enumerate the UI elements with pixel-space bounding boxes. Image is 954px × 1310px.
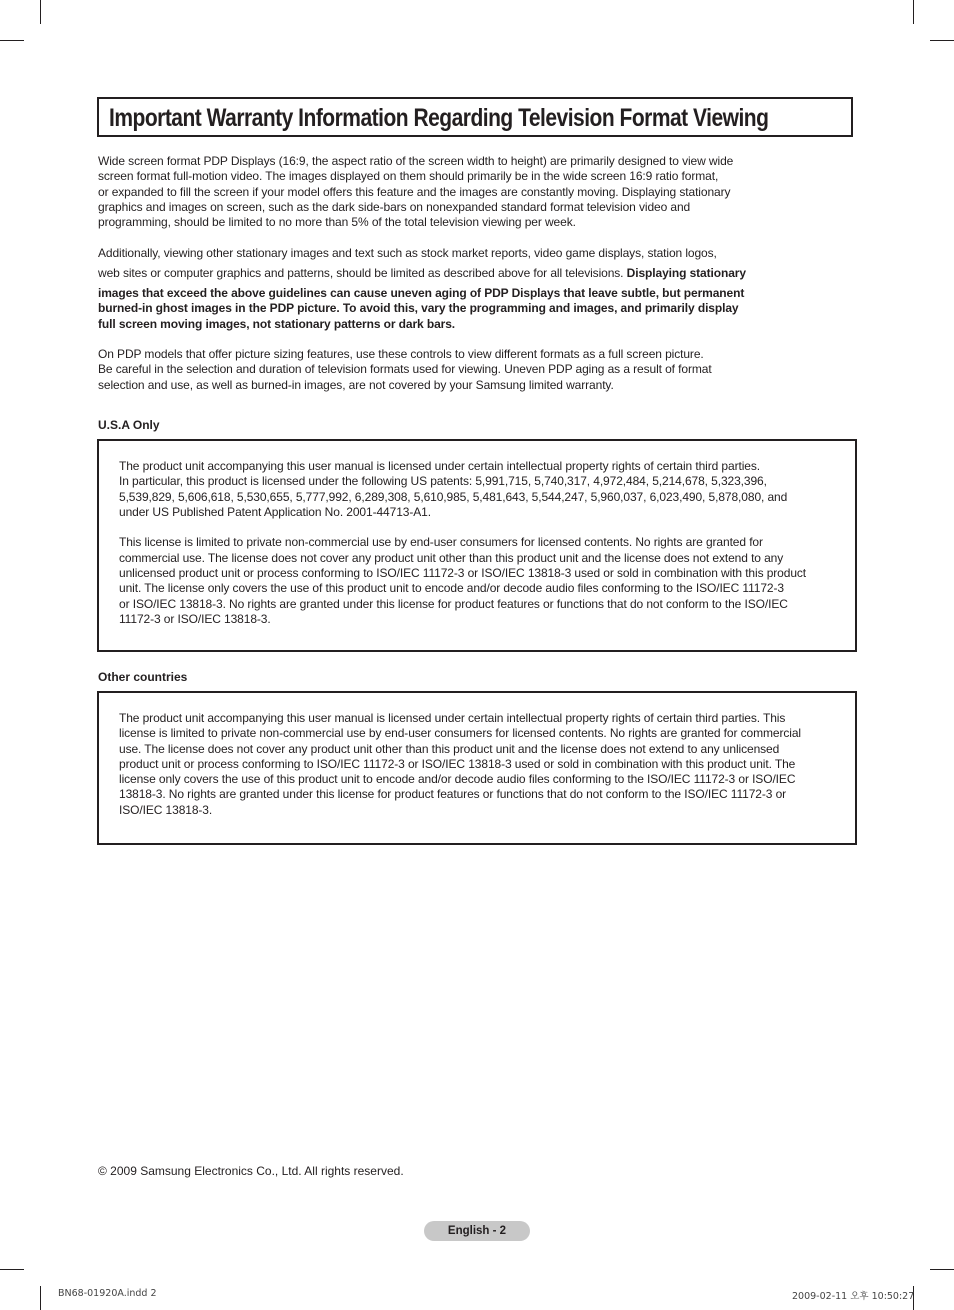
page-title: Important Warranty Information Regarding Television Format Viewing — [109, 104, 769, 132]
usa-license-line: In particular, this product is licensed under the following US patents: 5,991,715, 5,740,317, 4,972,484, 5,214,678, 5,323,396, — [119, 474, 767, 489]
additional-line: Additionally, viewing other stationary images and text such as stock market reports, video game displays, station logos, — [98, 246, 717, 260]
other-license-line: product unit or process conforming to ISO/IEC 11172-3 or ISO/IEC 13818-3 used or sold in combination with this product unit. The — [119, 756, 796, 771]
usa-license-line: commercial use. The license does not cover any product unit other than this product unit and the license does not extend to any — [119, 550, 784, 565]
pdp-models-paragraph — [98, 347, 788, 393]
usa-license-line: under US Published Patent Application No. 2001-44713-A1. — [119, 504, 431, 519]
pdp-line: On PDP models that offer picture sizing features, use these controls to view different formats as a full screen picture. — [98, 347, 704, 361]
usa-license-line: or ISO/IEC 13818-3. No rights are granted under this license for product features or functions that do not conform to the ISO/IEC — [119, 596, 788, 611]
warning-line: full screen moving images, not stationary patterns or dark bars. — [98, 316, 456, 331]
usa-license-line: unlicensed product unit or process conforming to ISO/IEC 11172-3 or ISO/IEC 13818-3 used or sold in combination with this product — [119, 566, 807, 581]
print-slug-datetime: 2009-02-11 오후 10:50:27 — [792, 1291, 915, 1302]
intro-line: or expanded to fill the screen if your model offers this feature and the images are constantly moving. Displaying stationary — [98, 184, 731, 199]
title-box — [97, 97, 853, 137]
intro-line: programming, should be limited to no more than 5% of the total television viewing per week. — [98, 215, 576, 230]
additional-paragraph — [98, 246, 788, 332]
other-license-line: license only covers the use of this product unit to encode and/or decode audio files conforming to the ISO/IEC 11172-3 or ISO/IEC — [119, 772, 796, 787]
intro-line: screen format full-motion video. The images displayed on them should primarily be in the wide screen 16:9 ratio format, — [98, 169, 719, 184]
copyright-notice: © 2009 Samsung Electronics Co., Ltd. All rights reserved. — [98, 1164, 404, 1178]
usa-heading: U.S.A Only — [98, 418, 160, 432]
additional-line-mixed — [98, 266, 788, 281]
crop-mark-top-left-h — [0, 40, 24, 41]
crop-mark-top-left — [40, 0, 41, 24]
crop-mark-bottom-left-h — [0, 1269, 24, 1270]
other-countries-heading: Other countries — [98, 670, 188, 684]
other-license-line: license is limited to private non-commercial use by end-user consumers for licensed contents. No rights are granted for commercial — [119, 726, 801, 741]
intro-paragraph — [98, 154, 788, 230]
other-license-box — [97, 691, 857, 845]
print-slug-file: BN68-01920A.indd 2 — [58, 1288, 157, 1299]
usa-license-line: This license is limited to private non-commercial use by end-user consumers for licensed contents. No rights are granted for — [119, 535, 763, 550]
usa-license-line: The product unit accompanying this user manual is licensed under certain intellectual property rights of certain third parties. — [119, 459, 760, 473]
pdp-line: Be careful in the selection and duration of television formats used for viewing. Uneven PDP aging as a result of format — [98, 362, 712, 377]
usa-license-text — [119, 459, 839, 627]
usa-license-line: 5,539,829, 5,606,618, 5,530,655, 5,777,992, 6,289,308, 5,610,985, 5,481,643, 5,544,247, 5,960,037, 6,023,490, 5,878,080, and — [119, 489, 788, 504]
crop-mark-top-right — [913, 0, 914, 24]
other-license-line: ISO/IEC 13818-3. — [119, 802, 213, 817]
page-number-badge: English - 2 — [424, 1221, 530, 1241]
usa-license-line: unit. The license only covers the use of this product unit to encode and/or decode audio files conforming to the ISO/IEC 11172-3 — [119, 581, 784, 596]
warning-line: burned-in ghost images in the PDP picture. To avoid this, vary the programming and images, and primarily display — [98, 301, 739, 316]
pdp-line: selection and use, as well as burned-in images, are not covered by your Samsung limited warranty. — [98, 377, 614, 392]
usa-license-box — [97, 439, 857, 652]
other-license-line: 13818-3. No rights are granted under this license for product features or functions that do not conform to the ISO/IEC 11172-3 or — [119, 787, 787, 802]
additional-line-bold-start: Displaying stationary — [626, 265, 746, 280]
other-license-text — [119, 711, 839, 818]
crop-mark-top-right-h — [930, 40, 954, 41]
crop-mark-bottom-right-h — [930, 1269, 954, 1270]
intro-line: Wide screen format PDP Displays (16:9, the aspect ratio of the screen width to height) are primarily designed to view wide — [98, 154, 734, 168]
intro-line: graphics and images on screen, such as the dark side-bars on nonexpanded standard format television video and — [98, 199, 691, 214]
other-license-line: The product unit accompanying this user manual is licensed under certain intellectual property rights of certain third parties. This — [119, 711, 786, 725]
crop-mark-bottom-left — [40, 1286, 41, 1310]
usa-license-line: 11172-3 or ISO/IEC 13818-3. — [119, 611, 271, 626]
warning-line: images that exceed the above guidelines can cause uneven aging of PDP Displays that leave subtle, but permanent — [98, 285, 745, 300]
other-license-line: use. The license does not cover any product unit other than this product unit and the license does not extend to any unlicensed — [119, 741, 780, 756]
additional-line-normal: web sites or computer graphics and patterns, should be limited as described above for all televisions. — [98, 265, 627, 280]
